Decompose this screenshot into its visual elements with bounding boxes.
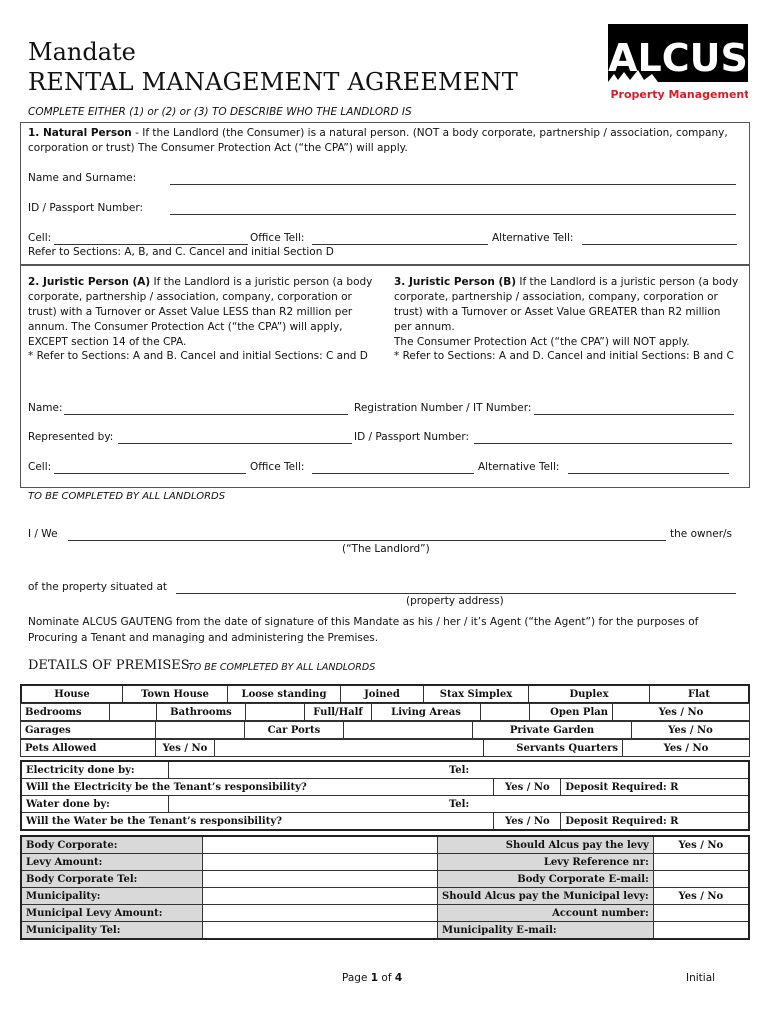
natural-person-heading: 1. Natural Person xyxy=(28,127,132,139)
open-plan-yes-no[interactable]: Yes / No xyxy=(613,704,750,721)
municipality-label: Municipality: xyxy=(21,888,203,905)
water-deposit[interactable]: Deposit Required: R xyxy=(561,813,749,831)
electricity-tel-label: Tel: xyxy=(449,764,470,776)
premises-subtitle: TO BE COMPLETED BY ALL LANDLORDS xyxy=(188,662,376,673)
iwe-label: I / We xyxy=(28,528,58,540)
living-areas-label: Living Areas xyxy=(372,704,481,721)
juristic-name-label: Name: xyxy=(28,402,63,414)
page-current: 1 xyxy=(370,972,379,984)
bathrooms-field[interactable] xyxy=(246,704,305,721)
juristic-id-field[interactable] xyxy=(474,443,732,444)
pets-field[interactable] xyxy=(215,740,484,757)
landlord-instruction: COMPLETE EITHER (1) or (2) or (3) TO DESCRIBE WHO THE LANDLORD IS xyxy=(28,106,412,118)
cell-label: Cell: xyxy=(28,232,52,244)
bc-email-field[interactable] xyxy=(653,871,749,888)
page-of: of xyxy=(378,972,395,984)
muni-tel-label: Municipality Tel: xyxy=(21,922,203,940)
type-town-house[interactable]: Town House xyxy=(123,685,228,703)
bc-email-label: Body Corporate E-mail: xyxy=(438,871,654,888)
juristic-name-field[interactable] xyxy=(64,414,348,415)
juristic-b-heading: 3. Juristic Person (B) xyxy=(394,276,517,288)
initial-label: Initial xyxy=(686,972,716,984)
muni-email-field[interactable] xyxy=(653,922,749,940)
premises-parking-table xyxy=(20,721,750,739)
water-yes-no[interactable]: Yes / No xyxy=(494,813,561,831)
water-resp-label: Will the Water be the Tenant’s responsibility? xyxy=(21,813,494,831)
private-garden-label: Private Garden xyxy=(473,722,632,739)
bc-tel-label: Body Corporate Tel: xyxy=(21,871,203,888)
alcus-pay-levy-yes-no[interactable]: Yes / No xyxy=(653,836,749,854)
premises-title: DETAILS OF PREMISES xyxy=(28,658,190,673)
type-duplex[interactable]: Duplex xyxy=(529,685,650,703)
juristic-b-line: per annum. xyxy=(394,321,455,333)
electricity-resp-label: Will the Electricity be the Tenant’s responsibility? xyxy=(21,779,494,796)
juristic-a-line: corporate, partnership / association, company, corporation or xyxy=(28,291,352,303)
levy-reference-label: Levy Reference nr: xyxy=(438,854,654,871)
electricity-deposit[interactable]: Deposit Required: R xyxy=(561,779,749,796)
juristic-office-field[interactable] xyxy=(312,473,474,474)
alcus-logo xyxy=(608,24,748,102)
premises-features-table xyxy=(20,703,750,721)
premises-type-table xyxy=(20,684,750,704)
juristic-cell-field[interactable] xyxy=(54,473,246,474)
type-stax-simplex[interactable]: Stax Simplex xyxy=(424,685,529,703)
juristic-a-line: annum. The Consumer Protection Act (“the CPA”) will apply, xyxy=(28,321,343,333)
account-number-label: Account number: xyxy=(438,905,654,922)
juristic-a-line: If the Landlord is a juristic person (a body xyxy=(150,276,373,288)
juristic-id-label: ID / Passport Number: xyxy=(354,431,470,443)
premises-pets-table xyxy=(20,739,750,757)
muni-pay-label: Should Alcus pay the Municipal levy: xyxy=(438,888,654,905)
juristic-a-heading: 2. Juristic Person (A) xyxy=(28,276,151,288)
muni-levy-field[interactable] xyxy=(203,905,438,922)
muni-levy-label: Municipal Levy Amount: xyxy=(21,905,203,922)
water-by-label: Water done by: xyxy=(21,796,169,813)
name-surname-field[interactable] xyxy=(170,184,736,185)
name-surname-label: Name and Surname: xyxy=(28,172,137,184)
registration-label: Registration Number / IT Number: xyxy=(354,402,532,414)
address-caption: (property address) xyxy=(406,595,504,607)
juristic-cell-label: Cell: xyxy=(28,461,52,473)
alt-tel-label: Alternative Tell: xyxy=(492,232,574,244)
juristic-office-label: Office Tell: xyxy=(250,461,305,473)
water-tel-label: Tel: xyxy=(449,798,470,810)
municipality-field[interactable] xyxy=(203,888,438,905)
levy-amount-field[interactable] xyxy=(203,854,438,871)
property-label: of the property situated at xyxy=(28,581,168,593)
all-landlords-heading: TO BE COMPLETED BY ALL LANDLORDS xyxy=(28,491,226,502)
muni-pay-yes-no[interactable]: Yes / No xyxy=(653,888,749,905)
nominate-text-2: Procuring a Tenant and managing and administering the Premises. xyxy=(28,632,379,644)
living-areas-field[interactable] xyxy=(481,704,530,721)
owner-label: the owner/s xyxy=(670,528,733,540)
page-prefix: Page xyxy=(342,972,371,984)
natural-refer-text: Refer to Sections: A, B, and C. Cancel and initial Section D xyxy=(28,246,334,258)
juristic-a-refer: * Refer to Sections: A and B. Cancel and initial Sections: C and D xyxy=(28,350,368,362)
levy-reference-field[interactable] xyxy=(653,854,749,871)
page-total: 4 xyxy=(394,972,403,984)
page-number xyxy=(342,972,402,984)
natural-person-text: - If the Landlord (the Consumer) is a natural person. (NOT a body corporate, partnership / association, company, xyxy=(131,127,728,139)
type-house[interactable]: House xyxy=(21,685,123,703)
juristic-b-line: corporate, partnership / association, company, corporation or xyxy=(394,291,718,303)
car-ports-label: Car Ports xyxy=(245,722,344,739)
property-address-field[interactable] xyxy=(176,593,736,594)
juristic-alt-field[interactable] xyxy=(568,473,729,474)
alt-tel-field[interactable] xyxy=(582,244,737,245)
levy-amount-label: Levy Amount: xyxy=(21,854,203,871)
natural-person-text-2: corporation or trust) The Consumer Protection Act (“the CPA”) will apply. xyxy=(28,142,408,154)
muni-email-label: Municipality E-mail: xyxy=(438,922,654,940)
office-tel-label: Office Tell: xyxy=(250,232,305,244)
electricity-by-label: Electricity done by: xyxy=(21,761,169,779)
id-passport-field[interactable] xyxy=(170,214,736,215)
landlord-name-field[interactable] xyxy=(68,540,666,541)
utilities-table xyxy=(20,760,750,831)
juristic-b-refer: * Refer to Sections: A and D. Cancel and initial Sections: B and C xyxy=(394,350,734,362)
levy-table xyxy=(20,835,750,940)
electricity-yes-no[interactable]: Yes / No xyxy=(494,779,561,796)
type-loose-standing[interactable]: Loose standing xyxy=(228,685,341,703)
juristic-a-line: EXCEPT section 14 of the CPA. xyxy=(28,336,187,348)
bathrooms-label: Bathrooms xyxy=(157,704,246,721)
servants-label: Servants Quarters xyxy=(484,740,623,757)
water-by-field[interactable] xyxy=(169,796,750,813)
body-corp-label: Body Corporate: xyxy=(21,836,203,854)
private-garden-yes-no[interactable]: Yes / No xyxy=(632,722,750,739)
servants-yes-no[interactable]: Yes / No xyxy=(623,740,750,757)
car-ports-field[interactable] xyxy=(344,722,473,739)
garages-label: Garages xyxy=(21,722,156,739)
agreement-title: RENTAL MANAGEMENT AGREEMENT xyxy=(28,68,518,96)
alcus-pay-levy-label: Should Alcus pay the levy xyxy=(438,836,654,854)
juristic-b-line: trust) with a Turnover or Asset Value GREATER than R2 million xyxy=(394,306,721,318)
body-corp-field[interactable] xyxy=(203,836,438,854)
type-joined[interactable]: Joined xyxy=(341,685,424,703)
represented-by-label: Represented by: xyxy=(28,431,114,443)
logo-subtext: Property Management xyxy=(610,88,748,101)
garages-field[interactable] xyxy=(156,722,245,739)
registration-field[interactable] xyxy=(534,414,734,415)
juristic-alt-label: Alternative Tell: xyxy=(478,461,560,473)
id-passport-label: ID / Passport Number: xyxy=(28,202,144,214)
open-plan-label: Open Plan xyxy=(530,704,613,721)
represented-by-field[interactable] xyxy=(118,443,352,444)
pets-label: Pets Allowed xyxy=(21,740,156,757)
juristic-a-line: trust) with a Turnover or Asset Value LESS than R2 million per xyxy=(28,306,353,318)
office-tel-field[interactable] xyxy=(312,244,488,245)
juristic-b-line: If the Landlord is a juristic person (a body xyxy=(516,276,739,288)
nominate-text-1: Nominate ALCUS GAUTENG from the date of signature of this Mandate as his / her / it’s Agent (“the Agent”) for the purposes of xyxy=(28,616,699,628)
landlord-caption: (“The Landlord”) xyxy=(342,543,430,555)
type-flat[interactable]: Flat xyxy=(650,685,750,703)
cell-field[interactable] xyxy=(54,244,248,245)
bedrooms-field[interactable] xyxy=(110,704,157,721)
muni-tel-field[interactable] xyxy=(203,922,438,940)
juristic-b-line: The Consumer Protection Act (“the CPA”) will NOT apply. xyxy=(394,336,690,348)
electricity-by-field[interactable] xyxy=(169,761,750,779)
pets-yes-no[interactable]: Yes / No xyxy=(156,740,215,757)
bc-tel-field[interactable] xyxy=(203,871,438,888)
bedrooms-label: Bedrooms xyxy=(21,704,110,721)
account-number-field[interactable] xyxy=(653,905,749,922)
full-half-label: Full/Half xyxy=(305,704,372,721)
logo-text: ALCUS xyxy=(608,36,748,80)
document-title: Mandate xyxy=(28,38,136,66)
